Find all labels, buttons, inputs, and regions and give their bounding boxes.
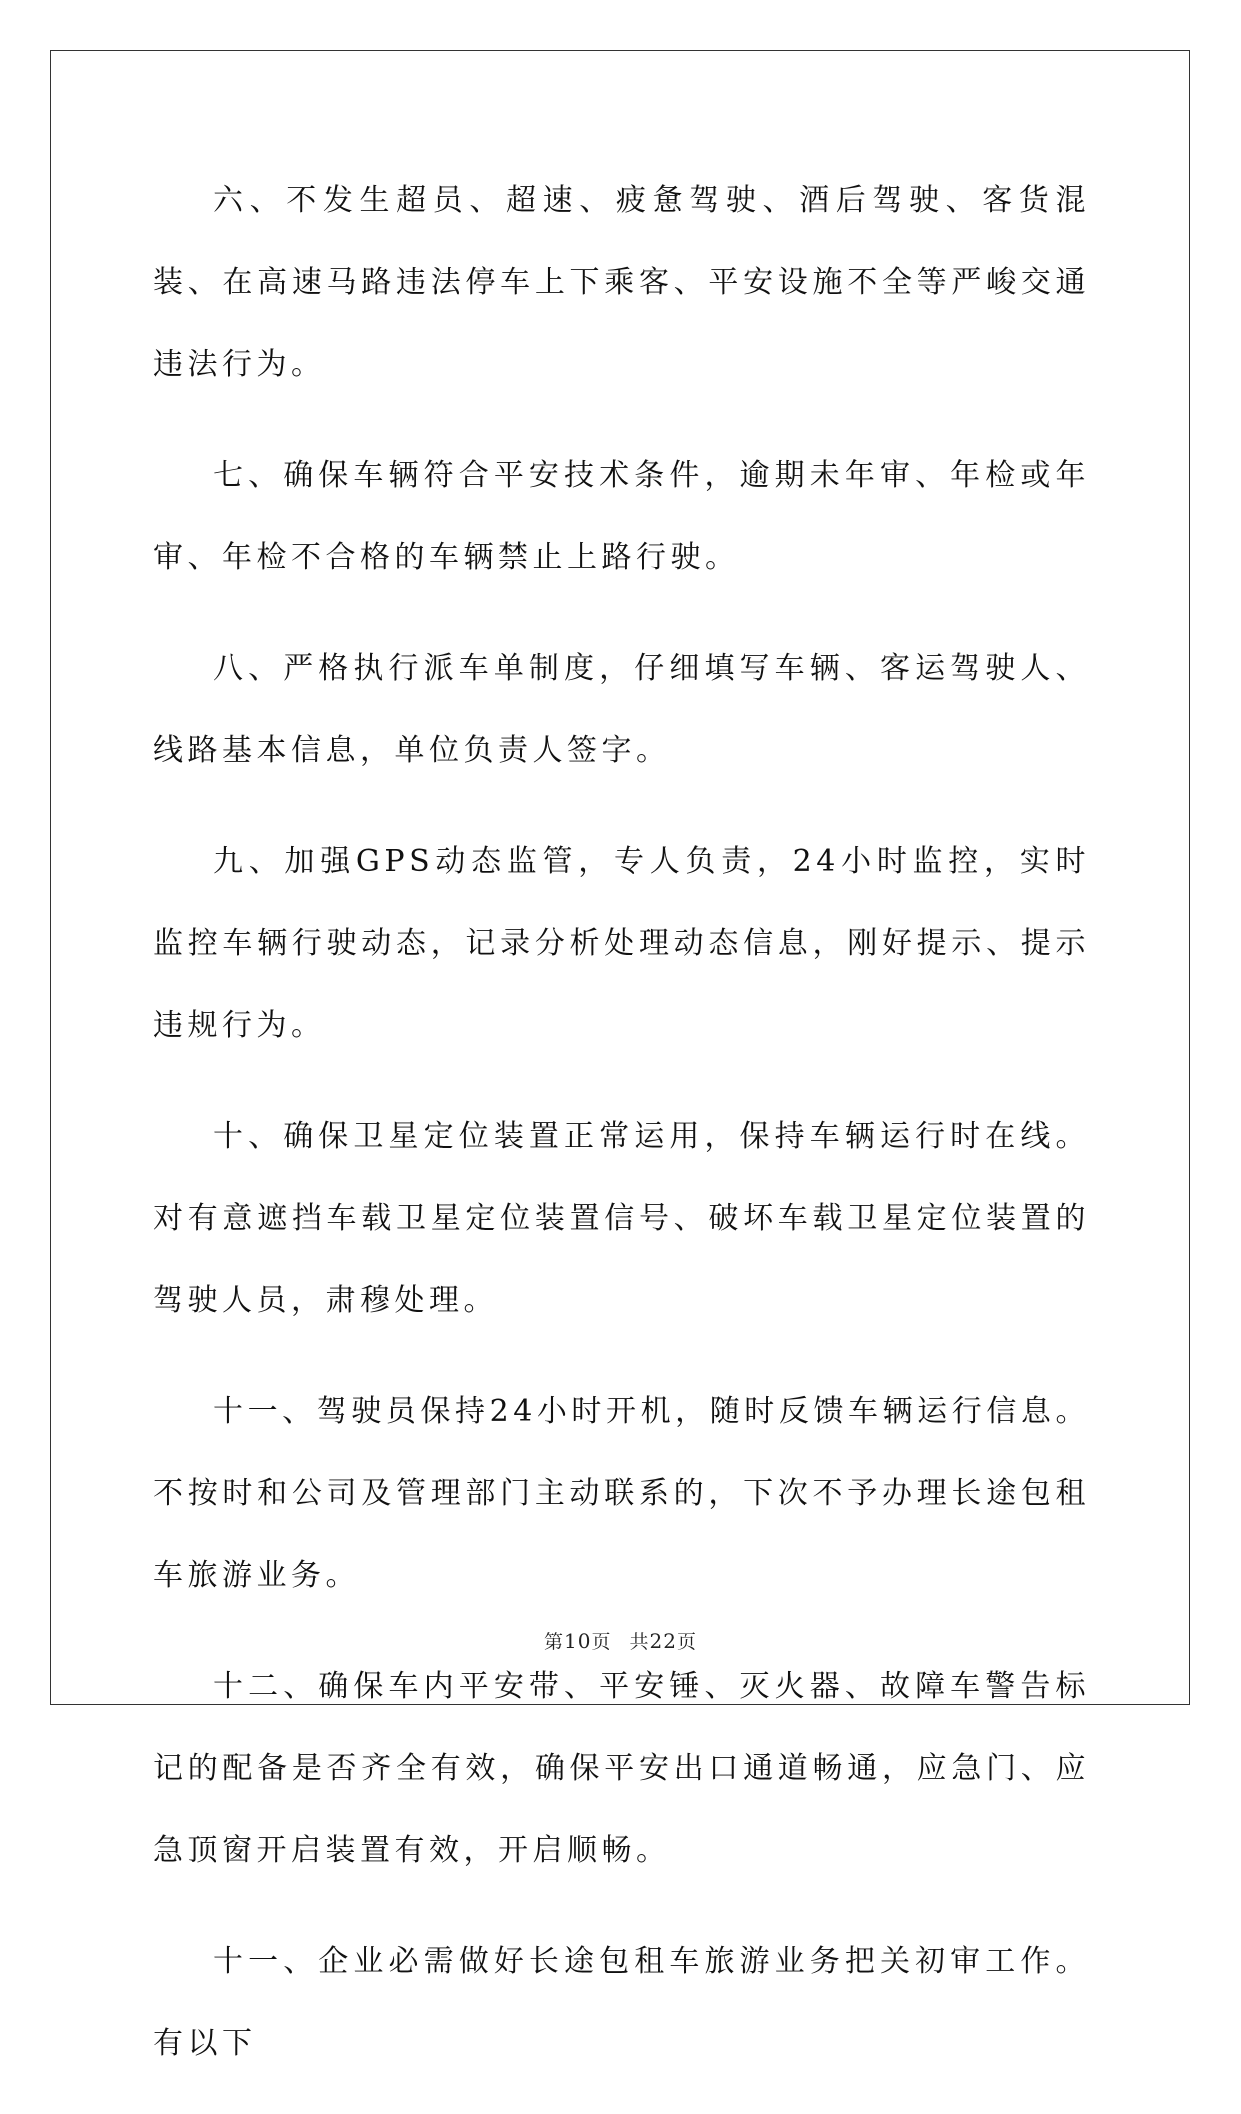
total-page-number: 22: [649, 1629, 677, 1653]
footer-total-prefix: 共: [629, 1631, 650, 1653]
paragraph: 九、加强GPS动态监管，专人负责，24小时监控，实时监控车辆行驶动态，记录分析处理动态信息，刚好提示、提示违规行为。: [153, 844, 1090, 1043]
current-page-number: 10: [564, 1629, 592, 1653]
paragraph: 十二、确保车内平安带、平安锤、灭火器、故障车警告标记的配备是否齐全有效，确保平安出口通道畅通，应急门、应急顶窗开启装置有效，开启顺畅。: [153, 1669, 1090, 1868]
page-footer: [0, 1627, 1241, 1654]
paragraph: 十一、企业必需做好长途包租车旅游业务把关初审工作。有以下: [153, 1944, 1090, 2061]
document-body: [153, 160, 1090, 2114]
footer-total-suffix: 页: [676, 1631, 697, 1653]
footer-page-suffix: 页: [591, 1631, 612, 1653]
paragraph: 六、不发生超员、超速、疲惫驾驶、酒后驾驶、客货混装、在高速马路违法停车上下乘客、平安设施不全等严峻交通违法行为。: [153, 183, 1090, 382]
paragraph: 七、确保车辆符合平安技术条件，逾期未年审、年检或年审、年检不合格的车辆禁止上路行驶。: [153, 458, 1090, 575]
footer-prefix: 第: [544, 1631, 565, 1653]
paragraph: 八、严格执行派车单制度，仔细填写车辆、客运驾驶人、线路基本信息，单位负责人签字。: [153, 651, 1090, 768]
paragraph: 十一、驾驶员保持24小时开机，随时反馈车辆运行信息。不按时和公司及管理部门主动联系的，下次不予办理长途包租车旅游业务。: [153, 1394, 1090, 1593]
paragraph: 十、确保卫星定位装置正常运用，保持车辆运行时在线。对有意遮挡车载卫星定位装置信号、破坏车载卫星定位装置的驾驶人员，肃穆处理。: [153, 1119, 1090, 1318]
